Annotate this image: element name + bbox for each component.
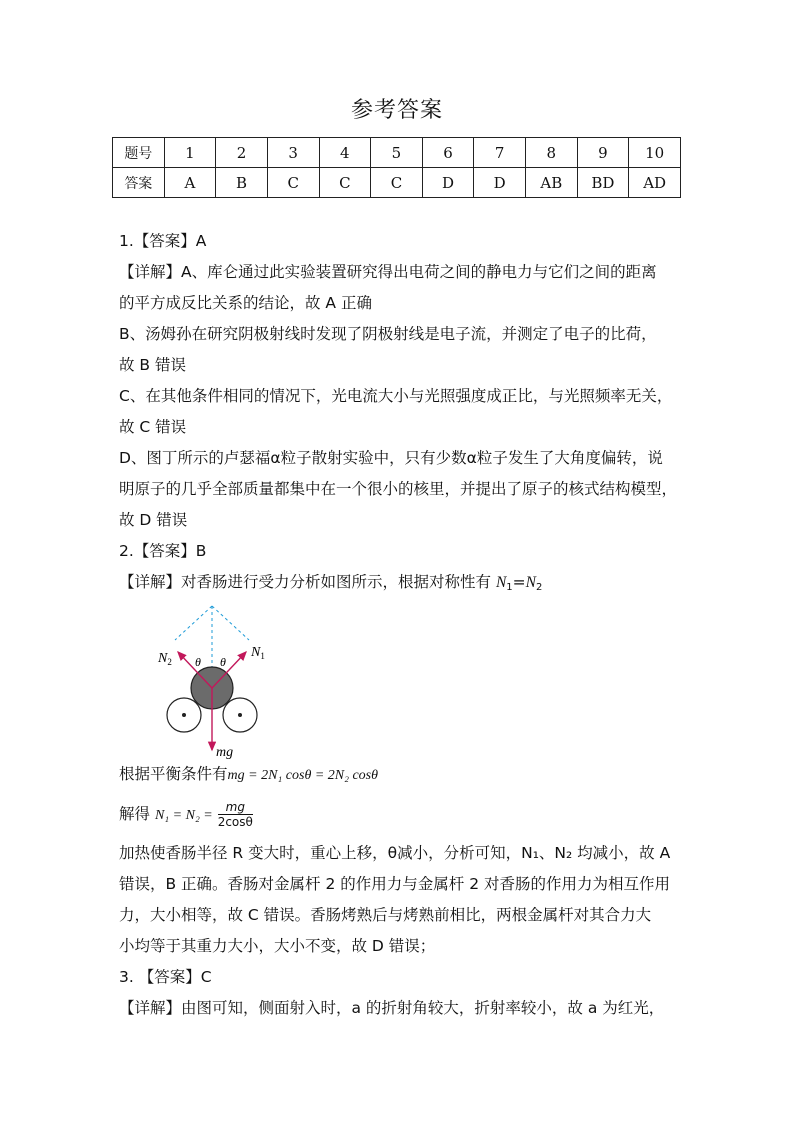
q1-explanation-line: D、图丁所示的卢瑟福α粒子散射实验中，只有少数α粒子发生了大角度偏转，说 <box>119 449 663 467</box>
q2-explanation-line: 错误，B 正确。香肠对金属杆 2 的作用力与金属杆 2 对香肠的作用力为相互作用 <box>119 875 670 893</box>
question-number: 2 <box>216 138 268 168</box>
q1-explanation-line: C、在其他条件相同的情况下，光电流大小与光照强度成正比，与光照频率无关， <box>119 387 673 405</box>
answer-cell: C <box>319 168 371 198</box>
table-row-numbers <box>113 138 681 168</box>
q3-answer-header: 3. 【答案】C <box>119 968 212 986</box>
q1-explanation-line: 故 D 错误 <box>119 511 188 529</box>
q2-intro <box>119 572 542 598</box>
question-number: 8 <box>526 138 578 168</box>
q1-explanation-line: 【详解】A、库仑通过此实验装置研究得出电荷之间的静电力与它们之间的距离 <box>119 263 657 281</box>
balance-equation: mg = 2N₁ cosθ = 2N₂ cosθ <box>227 768 379 783</box>
q2-explanation-line: 加热使香肠半径 R 变大时，重心上移，θ减小，分析可知，N₁、N₂ 均减小，故 A <box>119 844 671 862</box>
balance-line <box>119 764 378 786</box>
q3-explanation-line: 【详解】由图可知，侧面射入时，a 的折射角较大，折射率较小，故 a 为红光， <box>119 999 665 1017</box>
q1-answer-header: 1.【答案】A <box>119 232 207 250</box>
label-n2: $N_2$ <box>158 651 172 667</box>
balance-prefix: 根据平衡条件有 <box>119 765 228 783</box>
question-number: 4 <box>319 138 371 168</box>
question-number: 3 <box>267 138 319 168</box>
question-number: 7 <box>474 138 526 168</box>
answer-cell: AD <box>629 168 681 198</box>
answer-table <box>112 137 681 198</box>
answer-cell: D <box>422 168 474 198</box>
symmetry-lhs: N <box>495 574 507 591</box>
label-theta-right: θ <box>220 655 226 669</box>
answer-cell: D <box>474 168 526 198</box>
label-mg: mg <box>216 745 234 760</box>
answer-cell: AB <box>526 168 578 198</box>
row-label-answer: 答案 <box>113 168 165 198</box>
answer-cell: C <box>267 168 319 198</box>
solve-line <box>119 797 253 833</box>
dashed-line-right <box>212 606 249 640</box>
table-row-answers <box>113 168 681 198</box>
q1-explanation-line: 故 C 错误 <box>119 418 187 436</box>
solve-prefix: 解得 <box>119 805 151 823</box>
page-title: 参考答案 <box>350 98 443 123</box>
answer-cell: A <box>164 168 216 198</box>
solve-denominator: 2cosθ <box>217 815 253 829</box>
symmetry-rhs-sub: 2 <box>536 582 543 593</box>
question-number: 6 <box>422 138 474 168</box>
label-n1: $N_1$ <box>251 645 265 661</box>
answer-cell: B <box>216 168 268 198</box>
q2-explanation-line: 小均等于其重力大小，大小不变，故 D 错误； <box>119 937 436 955</box>
q2-intro-text: 【详解】对香肠进行受力分析如图所示，根据对称性有 <box>119 573 496 591</box>
symmetry-rhs: N <box>525 574 536 591</box>
question-number: 10 <box>629 138 681 168</box>
dashed-line-left <box>175 606 212 640</box>
solve-numerator: mg <box>218 800 253 815</box>
row-label-number: 题号 <box>113 138 165 168</box>
answer-cell: BD <box>577 168 629 198</box>
answer-cell: C <box>371 168 423 198</box>
force-diagram <box>150 600 280 760</box>
q2-answer-header: 2.【答案】B <box>119 542 207 560</box>
solve-fraction <box>218 800 253 829</box>
question-number: 1 <box>164 138 216 168</box>
solve-lhs: N₁ = N₂ = <box>154 808 213 823</box>
symmetry-lhs-sub: 1 <box>506 582 513 593</box>
q1-explanation-line: 故 B 错误 <box>119 356 186 374</box>
q1-explanation-line: B、汤姆孙在研究阴极射线时发现了阴极射线是电子流，并测定了电子的比荷， <box>119 325 657 343</box>
left-rod-center <box>182 713 186 717</box>
question-number: 9 <box>577 138 629 168</box>
symmetry-eq: = <box>512 573 526 591</box>
q2-explanation-line: 力，大小相等，故 C 错误。香肠烤熟后与烤熟前相比，两根金属杆对其合力大 <box>119 906 652 924</box>
right-rod-center <box>238 713 242 717</box>
q1-explanation-line: 明原子的几乎全部质量都集中在一个很小的核里，并提出了原子的核式结构模型， <box>119 480 678 498</box>
label-theta-left: θ <box>195 655 201 669</box>
question-number: 5 <box>371 138 423 168</box>
q1-explanation-line: 的平方成反比关系的结论，故 A 正确 <box>119 294 372 312</box>
